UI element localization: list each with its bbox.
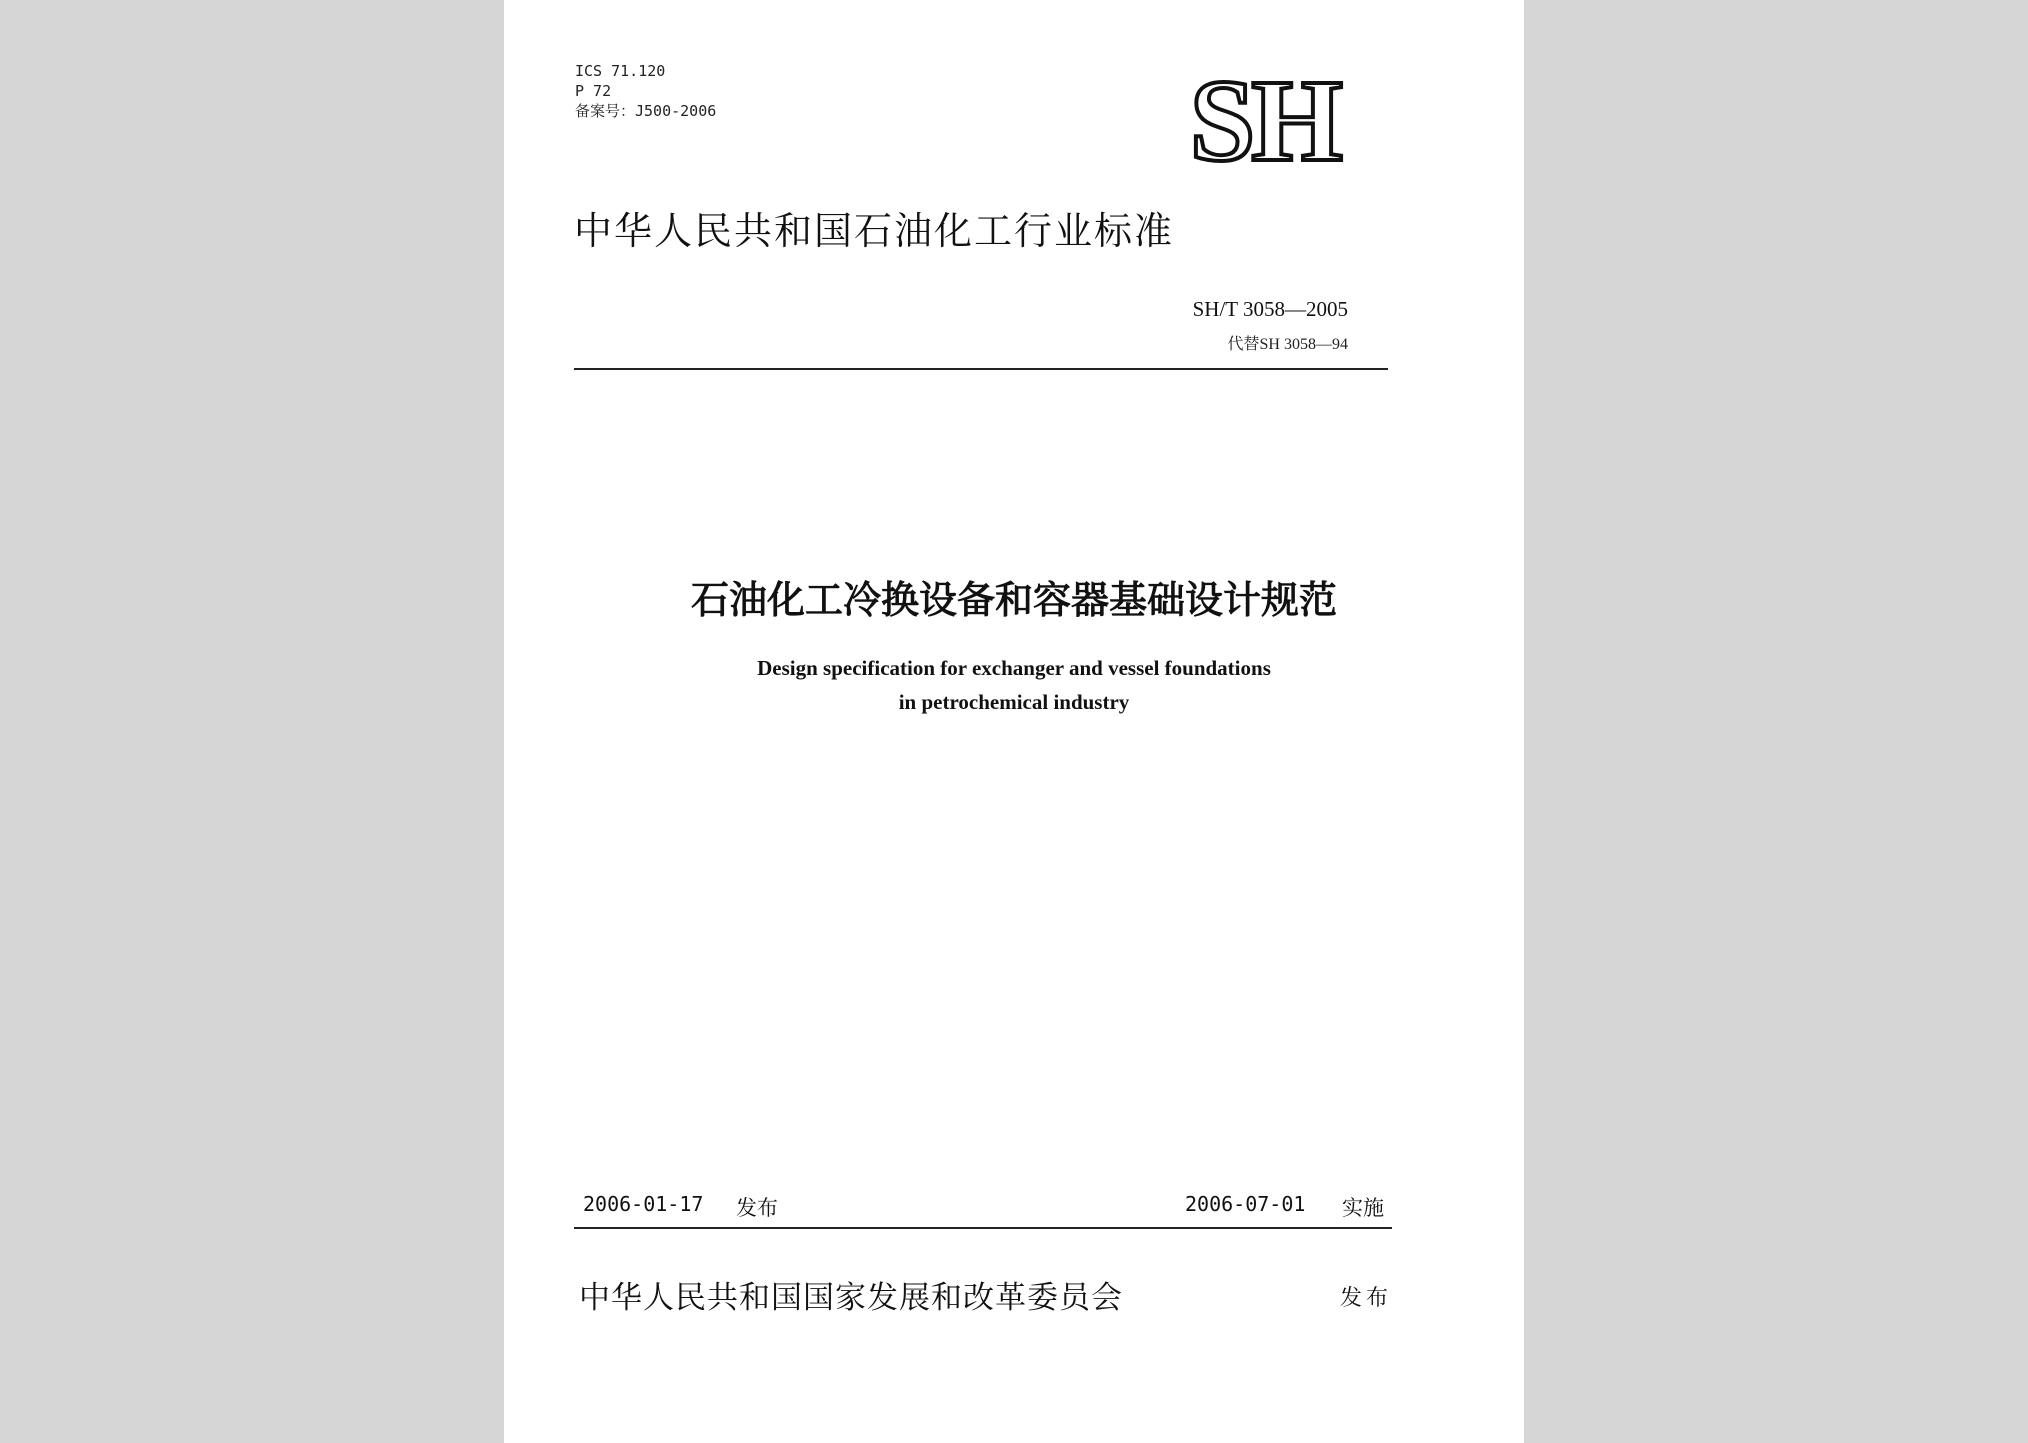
issue-date: 2006-01-17 (583, 1192, 704, 1216)
classification-code: P 72 (575, 82, 612, 100)
sh-logo (1149, 62, 1349, 172)
ics-code: ICS 71.120 (575, 62, 666, 80)
filing-number: 备案号：J500-2006 (575, 102, 717, 120)
industry-standard-title: 中华人民共和国石油化工行业标准 (574, 209, 1175, 253)
header-divider (574, 368, 1388, 370)
effective-date: 2006-07-01 (1185, 1192, 1306, 1216)
standard-code: SH/T 3058—2005 (1192, 297, 1348, 321)
document-title-cn: 石油化工冷换设备和容器基础设计规范 (690, 578, 1337, 622)
document-title-en-line2: in petrochemical industry (898, 690, 1130, 714)
publish-label: 发布 (1340, 1286, 1393, 1311)
effective-label: 实施 (1342, 1196, 1384, 1220)
footer-divider (574, 1227, 1392, 1229)
document-page (504, 0, 1524, 1443)
publisher-name: 中华人民共和国国家发展和改革委员会 (579, 1280, 1123, 1316)
document-title-en-line1: Design specification for exchanger and vessel foundations (757, 656, 1271, 680)
issue-label: 发布 (736, 1196, 778, 1220)
sh-logo-text: SH (1189, 62, 1339, 172)
replaced-standard: 代替SH 3058—94 (1227, 336, 1348, 353)
